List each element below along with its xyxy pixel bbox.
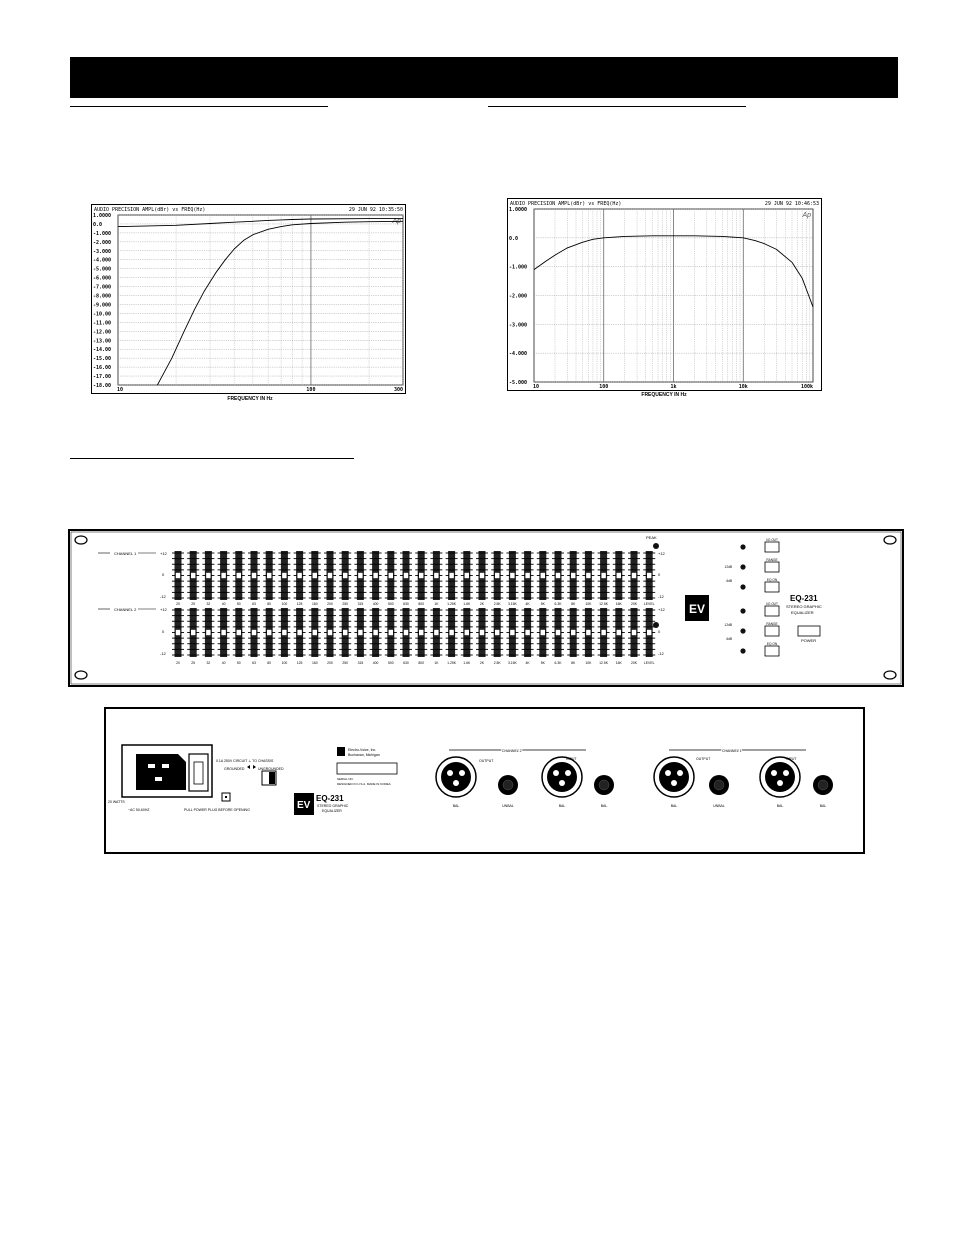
slider-knob[interactable]	[601, 573, 606, 579]
y-tick-label: 0.0	[93, 221, 103, 228]
band-label: 1K	[434, 661, 439, 665]
y-tick-label: -7.000	[93, 284, 112, 291]
xlr-pin	[559, 780, 565, 786]
slider-knob[interactable]	[358, 630, 363, 636]
jack-label: BAL	[670, 804, 678, 808]
slider-knob[interactable]	[540, 630, 545, 636]
made-in-label: DESIGNED IN U.S.A. MADE IN KOREA	[337, 782, 391, 786]
slider-knob[interactable]	[191, 630, 196, 636]
xlr-pin	[777, 780, 783, 786]
band-label: 3.15K	[507, 661, 517, 665]
band-label: 5K	[540, 661, 545, 665]
slider-knob[interactable]	[586, 573, 591, 579]
jack-socket	[599, 780, 609, 790]
right-scale-label: 0	[658, 572, 661, 577]
chart-header-title: AUDIO PRECISION AMPL(dBr) vs FREQ(Hz)	[510, 201, 622, 207]
ch2-output-label: OUTPUT	[479, 759, 494, 763]
xlr-connector-face	[441, 762, 471, 792]
ground-switch-title: 0.1A 250V CIRCUIT ⊥ TO CHASSIS	[216, 759, 274, 763]
y-tick-label: -6.000	[93, 275, 112, 282]
power-rating: 20 WATTS	[108, 800, 125, 804]
chart-2-xlabel: FREQUENCY IN Hz	[641, 392, 687, 398]
band-label: 500	[387, 661, 394, 665]
slider-knob[interactable]	[586, 630, 591, 636]
slider-knob[interactable]	[206, 630, 211, 636]
series-line	[118, 219, 403, 227]
band-label: 5K	[540, 602, 545, 606]
slider-knob[interactable]	[464, 573, 469, 579]
grounded-label: GROUNDED	[224, 767, 245, 771]
channel-2-label: CHANNEL 2	[114, 607, 137, 612]
y-tick-label: -16.00	[93, 365, 112, 372]
band-label: 6.3K	[554, 661, 562, 665]
band-label: 315	[357, 602, 364, 606]
band-label: 50	[236, 602, 241, 606]
xlr-pin	[447, 770, 453, 776]
slider-knob[interactable]	[495, 573, 500, 579]
ap-logo-icon: Ap	[392, 218, 401, 225]
y-tick-label: 1.0000	[93, 213, 112, 219]
jack-label: UNBAL	[713, 804, 725, 808]
slider-knob[interactable]	[236, 630, 241, 636]
y-tick-label: -13.00	[93, 338, 112, 345]
y-tick-label: -3.000	[509, 322, 528, 329]
y-tick-label: -14.00	[93, 347, 112, 354]
x-tick-label: 100	[599, 384, 609, 390]
peak-led-icon	[653, 543, 659, 549]
channel-1-label: CHANNEL 1	[114, 551, 137, 556]
eq-control-button[interactable]	[765, 582, 779, 592]
band-label: 4K	[525, 602, 530, 606]
eq-button-label: I/O OUT	[766, 602, 778, 606]
band-label: 100	[281, 661, 288, 665]
ap-logo-icon: Ap	[802, 212, 811, 219]
y-tick-label: -3.000	[93, 248, 112, 255]
scale-mid-label: 0	[162, 629, 165, 634]
y-tick-label: -5.000	[93, 266, 112, 273]
xlr-pin	[553, 770, 559, 776]
slider-knob[interactable]	[632, 630, 637, 636]
led-range-label: 6dB	[726, 579, 732, 583]
x-tick-label: 10k	[738, 384, 748, 390]
band-label: 80	[267, 602, 272, 606]
slider-knob[interactable]	[616, 630, 621, 636]
x-tick-label: 1k	[670, 384, 677, 390]
heading-rule-left	[70, 106, 328, 107]
slider-knob[interactable]	[571, 630, 576, 636]
jack-label: BAL	[558, 804, 566, 808]
band-label: 10K	[585, 602, 592, 606]
slider-knob[interactable]	[404, 630, 409, 636]
y-tick-label: -8.000	[93, 293, 112, 300]
band-label: LEVEL	[643, 661, 655, 665]
status-led-icon	[740, 584, 745, 589]
band-label: 63	[252, 602, 256, 606]
eq-control-button[interactable]	[765, 646, 779, 656]
y-tick-label: -4.000	[509, 351, 528, 358]
scale-top-label: +12	[160, 551, 167, 556]
slider-knob[interactable]	[176, 573, 181, 579]
slider-knob[interactable]	[434, 630, 439, 636]
band-label: 6.3K	[554, 602, 562, 606]
status-led-icon	[740, 564, 745, 569]
chart-2-svg	[508, 199, 821, 390]
slider-knob[interactable]	[601, 630, 606, 636]
rear-model-sub-2: EQUALIZER	[322, 809, 342, 813]
ch1-output-label: OUTPUT	[696, 757, 711, 761]
eq-control-button[interactable]	[765, 606, 779, 616]
band-label: 1.6K	[463, 602, 471, 606]
slider-knob[interactable]	[312, 573, 317, 579]
xlr-connector-face	[547, 762, 577, 792]
slider-knob[interactable]	[358, 573, 363, 579]
led-range-label: 6dB	[726, 637, 732, 641]
rear-ev-logo-text: EV	[297, 800, 311, 811]
band-label: 2.5K	[493, 661, 501, 665]
slider-knob[interactable]	[343, 630, 348, 636]
band-label: 20K	[630, 661, 638, 665]
status-led-icon	[740, 608, 745, 613]
band-label: 1.25K	[447, 661, 457, 665]
band-label: 800	[418, 602, 425, 606]
led-range-label: 12dB	[724, 623, 732, 627]
eq-button-label: EQ ON	[766, 578, 778, 582]
slider-knob[interactable]	[404, 573, 409, 579]
jack-label: BAL	[452, 804, 460, 808]
y-tick-label: -4.000	[93, 257, 112, 264]
rear-model-sub-1: STEREO GRAPHIC	[317, 804, 349, 808]
power-label: POWER	[801, 638, 817, 643]
maker-line-2: Buchanan, Michigan	[348, 753, 380, 757]
maker-line-1: Electro-Voice, Inc.	[348, 748, 377, 752]
jack-label: BAL	[776, 804, 784, 808]
band-label: 1.25K	[447, 602, 457, 606]
ch2-input-label: INPUT	[566, 757, 577, 761]
band-label: 8K	[571, 602, 576, 606]
x-tick-label: 10	[116, 387, 124, 393]
band-label: 40	[221, 661, 226, 665]
right-scale-label: -12	[658, 594, 664, 599]
y-tick-label: -18.00	[93, 383, 112, 389]
slider-knob[interactable]	[647, 630, 652, 636]
section-header-bar	[70, 57, 898, 98]
scale-mid-label: 0	[162, 572, 165, 577]
rear-panel-svg	[104, 707, 866, 855]
y-tick-label: 1.0000	[509, 207, 528, 213]
band-label: 125	[296, 602, 303, 606]
warning-label: PULL POWER PLUG BEFORE OPENING	[184, 808, 250, 812]
chart-header-title: AUDIO PRECISION AMPL(dBr) vs FREQ(Hz)	[94, 207, 206, 213]
frequency-response-plot-2	[507, 198, 822, 391]
band-label: 160	[311, 602, 318, 606]
status-led-icon	[740, 628, 745, 633]
slider-knob[interactable]	[176, 630, 181, 636]
band-label: 250	[342, 602, 349, 606]
xlr-pin	[665, 770, 671, 776]
y-tick-label: -9.000	[93, 302, 112, 309]
slider-knob[interactable]	[206, 573, 211, 579]
band-label: 50	[236, 661, 241, 665]
scale-top-label: +12	[160, 607, 167, 612]
slider-knob[interactable]	[282, 573, 287, 579]
chart-1-xlabel: FREQUENCY IN Hz	[227, 396, 273, 402]
slider-knob[interactable]	[525, 573, 530, 579]
band-label: 2K	[479, 602, 485, 606]
rear-channel-2-label: CHANNEL 2	[502, 749, 522, 753]
jack-label: UNBAL	[502, 804, 514, 808]
equalizer-front-panel	[68, 529, 904, 687]
y-tick-label: -11.00	[93, 320, 112, 327]
band-label: 40	[221, 602, 226, 606]
band-label: 16K	[615, 661, 622, 665]
scale-bottom-label: -12	[160, 594, 166, 599]
band-label: 12.5K	[599, 602, 609, 606]
xlr-connector-face	[765, 762, 795, 792]
slider-knob[interactable]	[328, 630, 333, 636]
status-led-icon	[740, 648, 745, 653]
jack-socket	[818, 780, 828, 790]
slider-knob[interactable]	[419, 573, 424, 579]
band-label: 25	[191, 602, 196, 606]
eq-button-label: RANGE	[766, 558, 778, 562]
slider-knob[interactable]	[556, 630, 561, 636]
band-label: 1K	[434, 602, 439, 606]
band-label: 500	[387, 602, 394, 606]
slider-knob[interactable]	[297, 630, 302, 636]
jack-label: BAL	[600, 804, 608, 808]
eq-control-button[interactable]	[765, 562, 779, 572]
xlr-pin	[459, 770, 465, 776]
slider-knob[interactable]	[556, 573, 561, 579]
y-tick-label: -5.000	[509, 380, 528, 386]
rear-model-name: EQ-231	[316, 794, 344, 803]
band-label: 200	[327, 661, 333, 665]
band-label: 8K	[571, 661, 576, 665]
y-tick-label: -17.00	[93, 374, 112, 381]
band-label: 100	[281, 602, 288, 606]
slider-knob[interactable]	[373, 630, 378, 636]
right-scale-label: +12	[658, 607, 665, 612]
equalizer-rear-panel	[104, 707, 866, 855]
ev-small-logo-icon	[337, 747, 345, 756]
y-tick-label: -10.00	[93, 311, 112, 318]
xlr-pin	[677, 770, 683, 776]
band-label: 3.15K	[507, 602, 517, 606]
y-tick-label: -1.000	[93, 230, 112, 237]
slider-knob[interactable]	[267, 573, 272, 579]
jack-socket	[714, 780, 724, 790]
x-tick-label: 100	[306, 387, 316, 393]
band-label: 80	[267, 661, 272, 665]
band-label: 2.5K	[493, 602, 501, 606]
plot-area	[118, 215, 403, 385]
band-label: 400	[372, 602, 379, 606]
slider-knob[interactable]	[297, 573, 302, 579]
band-label: 32	[206, 661, 211, 665]
band-label: 32	[206, 602, 211, 606]
slider-knob[interactable]	[191, 573, 196, 579]
y-tick-label: 0.0	[509, 235, 519, 242]
eq-button-label: EQ ON	[766, 642, 778, 646]
band-label: 200	[327, 602, 333, 606]
band-label: 16K	[615, 602, 622, 606]
slider-knob[interactable]	[388, 630, 393, 636]
slider-knob[interactable]	[312, 630, 317, 636]
band-label: 20	[176, 661, 180, 665]
band-label: 25	[191, 661, 196, 665]
right-scale-label: 0	[658, 629, 661, 634]
slider-knob[interactable]	[632, 573, 637, 579]
chart-header-timestamp: 29 JUN 92 10:35:50	[348, 207, 403, 213]
slider-knob[interactable]	[388, 573, 393, 579]
status-led-icon	[740, 544, 745, 549]
slider-knob[interactable]	[236, 573, 241, 579]
band-label: LEVEL	[643, 602, 655, 606]
xlr-pin	[671, 780, 677, 786]
xlr-pin	[565, 770, 571, 776]
chart-1-svg	[92, 205, 405, 393]
y-tick-label: -2.000	[93, 239, 112, 246]
slider-knob[interactable]	[616, 573, 621, 579]
slider-knob[interactable]	[449, 573, 454, 579]
slider-knob[interactable]	[267, 630, 272, 636]
band-label: 160	[311, 661, 318, 665]
eq-control-button[interactable]	[765, 626, 779, 636]
rear-channel-1-label: CHANNEL 1	[722, 749, 742, 753]
band-label: 630	[403, 602, 409, 606]
xlr-pin	[453, 780, 459, 786]
eq-button-label: I/O OUT	[766, 538, 778, 542]
band-label: 315	[357, 661, 364, 665]
y-tick-label: -15.00	[93, 356, 112, 363]
slider-knob[interactable]	[449, 630, 454, 636]
slider-knob[interactable]	[510, 630, 515, 636]
slider-knob[interactable]	[510, 573, 515, 579]
y-tick-label: -2.000	[509, 293, 528, 300]
slider-knob[interactable]	[373, 573, 378, 579]
x-tick-label: 300	[393, 387, 403, 393]
slider-knob[interactable]	[540, 573, 545, 579]
band-label: 800	[418, 661, 425, 665]
heading-rule-lower	[70, 458, 354, 459]
band-label: 2K	[479, 661, 485, 665]
band-label: 630	[403, 661, 409, 665]
model-sub-2: EQUALIZER	[791, 610, 814, 615]
slider-knob[interactable]	[343, 573, 348, 579]
eq-control-button[interactable]	[765, 542, 779, 552]
y-tick-label: -1.000	[509, 264, 528, 271]
serial-plate	[337, 763, 397, 774]
jack-socket	[503, 780, 513, 790]
slider-knob[interactable]	[480, 630, 485, 636]
led-range-label: 12dB	[724, 565, 732, 569]
band-label: 20	[176, 602, 180, 606]
serial-label: SERIAL NO.	[337, 777, 354, 781]
scale-bottom-label: -12	[160, 651, 166, 656]
band-label: 125	[296, 661, 303, 665]
right-scale-label: +12	[658, 551, 665, 556]
model-name: EQ-231	[790, 594, 818, 603]
slider-knob[interactable]	[221, 630, 226, 636]
slider-knob[interactable]	[495, 630, 500, 636]
iec-inlet-icon	[136, 754, 186, 790]
band-label: 250	[342, 661, 349, 665]
slider-knob[interactable]	[252, 630, 257, 636]
slider-knob[interactable]	[328, 573, 333, 579]
slider-knob[interactable]	[464, 630, 469, 636]
xlr-pin	[771, 770, 777, 776]
band-label: 12.5K	[599, 661, 609, 665]
band-label: 63	[252, 661, 256, 665]
eq-button-label: RANGE	[766, 622, 778, 626]
y-tick-label: -12.00	[93, 329, 112, 336]
right-scale-label: -12	[658, 651, 664, 656]
peak-label: PEAK	[646, 535, 657, 540]
series-line	[157, 221, 403, 385]
chart-header-timestamp: 29 JUN 92 10:46:53	[764, 201, 819, 207]
power-button[interactable]	[798, 626, 820, 636]
slider-knob[interactable]	[525, 630, 530, 636]
x-tick-label: 10	[532, 384, 540, 390]
front-panel-svg	[68, 529, 904, 687]
slider-knob[interactable]	[647, 573, 652, 579]
slider-knob[interactable]	[434, 573, 439, 579]
band-label: 4K	[525, 661, 530, 665]
slider-knob[interactable]	[252, 573, 257, 579]
xlr-pin	[783, 770, 789, 776]
ch1-input-label: INPUT	[786, 757, 797, 761]
slider-knob[interactable]	[221, 573, 226, 579]
slider-knob[interactable]	[419, 630, 424, 636]
slider-knob[interactable]	[480, 573, 485, 579]
band-label: 20K	[630, 602, 638, 606]
xlr-connector-face	[659, 762, 689, 792]
band-label: 10K	[585, 661, 592, 665]
model-sub-1: STEREO GRAPHIC	[786, 604, 822, 609]
fuse-holder-icon[interactable]	[189, 754, 208, 791]
band-label: 400	[372, 661, 379, 665]
rear-panel-frame	[105, 708, 864, 853]
slider-knob[interactable]	[282, 630, 287, 636]
heading-rule-right	[488, 106, 746, 107]
band-label: 1.6K	[463, 661, 471, 665]
frequency-response-plot-1	[91, 204, 406, 394]
slider-knob[interactable]	[571, 573, 576, 579]
ev-logo-text: EV	[689, 602, 706, 616]
voltage-label: ~AC 50-60HZ	[128, 808, 150, 812]
jack-label: BAL	[819, 804, 827, 808]
x-tick-label: 100k	[800, 384, 813, 390]
ungrounded-label: UNGROUNDED	[258, 767, 284, 771]
